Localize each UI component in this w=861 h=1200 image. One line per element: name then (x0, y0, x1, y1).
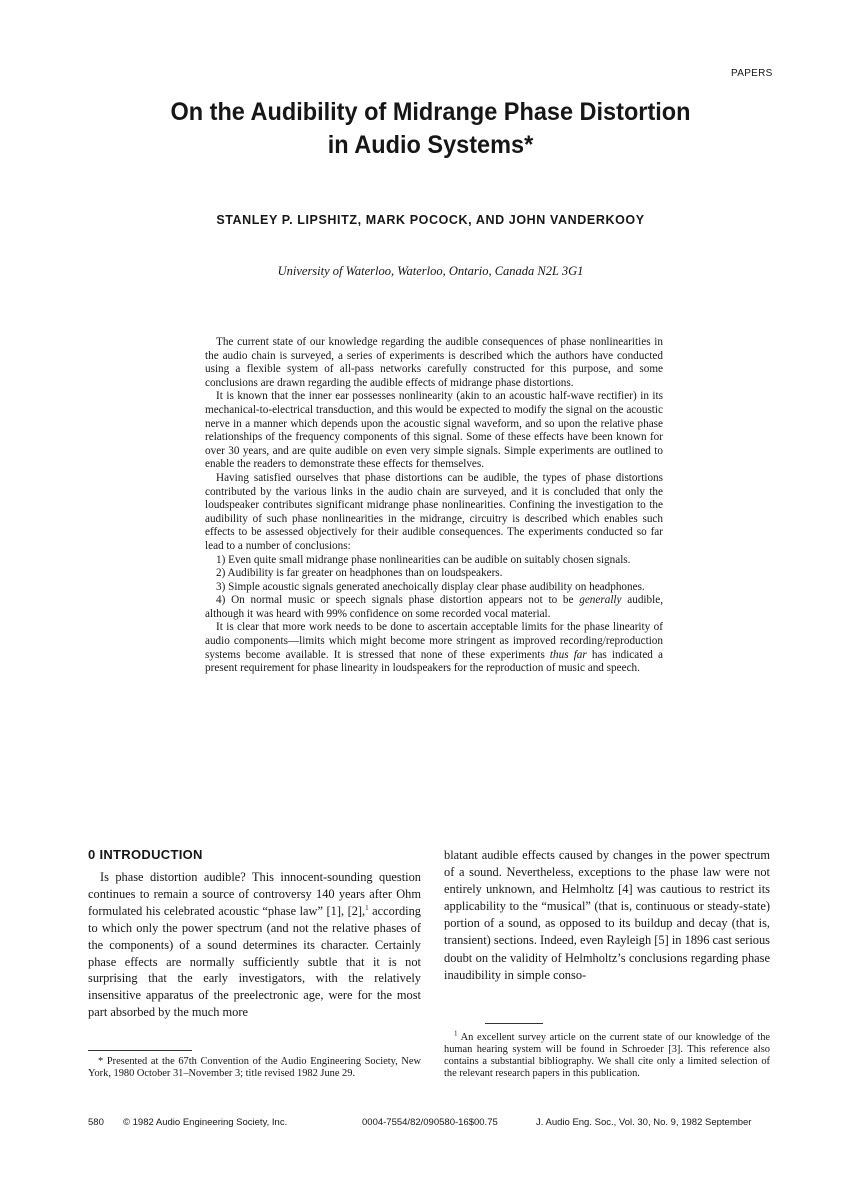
author-list: STANLEY P. LIPSHITZ, MARK POCOCK, AND JOHN VANDERKOOY (216, 213, 645, 227)
paper-title (82, 96, 779, 162)
text-run: according to which only the power spectrum (and not the relative phases of the components) of a sound determines its character. Certainly phase effects are normally sufficiently subtle that it is not surprising that the early investigators, with the relatively insensitive apparatus of the preelectronic age, were for the most part absorbed by the much more (88, 903, 421, 1020)
abstract-paragraph: Having satisfied ourselves that phase distortions can be audible, the types of phase distortions contributed by the various links in the audio chain are surveyed, and it is concluded that only the loudspeaker contributes significant midrange phase nonlinearities. Confining the investigation to the audibility of such phase nonlinearities in the midrange, circuitry is described which enables such effects to be assessed objectively for their audible consequences. The experiments conducted so far lead to a number of conclusions: (205, 471, 663, 552)
footnote-rule (88, 1050, 192, 1051)
footnote-presented (88, 1056, 421, 1080)
emphasis-text: thus far (549, 648, 587, 661)
abstract-paragraph: It is known that the inner ear possesses nonlinearity (akin to an acoustic half-wave rectifier) in its mechanical-to-electrical transduction, and this would be expected to modify the signal on the acoustic nerve in a manner which depends upon the acoustic signal waveform, and so upon the relative phase relationships of the frequency components of this signal. Some of these effects have been known for over 30 years, and are quite audible on even very simple signals. Simple experiments are outlined to enable the readers to demonstrate these effects for themselves. (205, 390, 663, 471)
text-run: It is clear that more work needs to be done to ascertain acceptable limits for the phase linearity of audio components—limits which might become more stringent as improved recording/reproduction systems become available. It is stressed that none of these experiments (205, 621, 663, 661)
intro-column-left (88, 869, 421, 1021)
abstract-paragraph: The current state of our knowledge regarding the audible consequences of phase nonlinearities in the audio chain is surveyed, a series of experiments is described which the authors have conducted using a flexible system of all-pass networks carefully constructed for this purpose, and some conclusions are drawn regarding the audible effects of midrange phase distortions. (205, 336, 663, 389)
page-number: 580 (88, 1117, 104, 1128)
text-run: has indicated a present requirement for phase linearity in loudspeakers for the reproduction of music and speech. (205, 648, 663, 675)
footnote-survey (444, 1029, 770, 1080)
abstract-conclusion-item: 1) Even quite small midrange phase nonlinearities can be audible on suitably chosen signals. (216, 553, 631, 566)
title-line-2: in Audio Systems* (327, 131, 534, 159)
abstract-conclusion-item: 3) Simple acoustic signals generated anechoically display clear phase audibility on headphones. (216, 580, 645, 593)
section-label: PAPERS (731, 68, 773, 79)
emphasis-text: generally (579, 594, 622, 607)
body-paragraph (88, 869, 421, 1021)
footnote-text: * Presented at the 67th Convention of the Audio Engineering Society, New York, 1980 October 31–November 3; title revised 1982 June 29. (88, 1056, 421, 1079)
journal-citation: J. Audio Eng. Soc., Vol. 30, No. 9, 1982 September (536, 1117, 752, 1128)
footnote-marker: 1 (365, 903, 369, 912)
affiliation: University of Waterloo, Waterloo, Ontario, Canada N2L 3G1 (277, 264, 584, 278)
footnote-text (444, 1029, 770, 1080)
title-line-1: On the Audibility of Midrange Phase Distortion (170, 98, 691, 126)
abstract-conclusion-item: 2) Audibility is far greater on headphones than on loudspeakers. (216, 567, 503, 580)
text-run: An excellent survey article on the current state of our knowledge of the human hearing system will be found in Schroeder [3]. This reference also contains a substantial bibliography. We shall cite only a limited selection of the relevant research papers in this publication. (444, 1032, 770, 1079)
intro-column-right (444, 847, 770, 984)
article-code: 0004-7554/82/090580-16$00.75 (362, 1117, 498, 1128)
text-run: audible, although it was heard with 99% confidence on some recorded vocal material. (205, 594, 663, 620)
footnote-marker: 1 (454, 1029, 458, 1038)
text-run: Is phase distortion audible? This innocent-sounding question continues to remain a source of controversy 140 years after Ohm formulated his celebrated acoustic “phase law” [1], [2], (88, 870, 421, 918)
footnote-rule (485, 1023, 543, 1024)
abstract (205, 336, 663, 676)
page-footer (88, 1117, 788, 1131)
copyright: © 1982 Audio Engineering Society, Inc. (123, 1117, 288, 1128)
body-paragraph: blatant audible effects caused by changes in the power spectrum of a sound. Nevertheless, exceptions to the phase law were not entirely unknown, and Helmholtz [4] was cautious to restrict its applicability to the “musical” (that is, continuous or steady-state) portion of a sound, as opposed to its buildup and decay (that is, transient) sections. Indeed, even Rayleigh [5] in 1896 cast serious doubt on the validity of Helmholtz’s conclusions regarding phase inaudibility in simple conso- (444, 848, 770, 982)
text-run: 4) On normal music or speech signals phase distortion appears not to be (216, 594, 580, 607)
abstract-conclusion-item (205, 594, 663, 621)
section-heading: 0 INTRODUCTION (88, 847, 203, 862)
abstract-paragraph (205, 621, 663, 675)
